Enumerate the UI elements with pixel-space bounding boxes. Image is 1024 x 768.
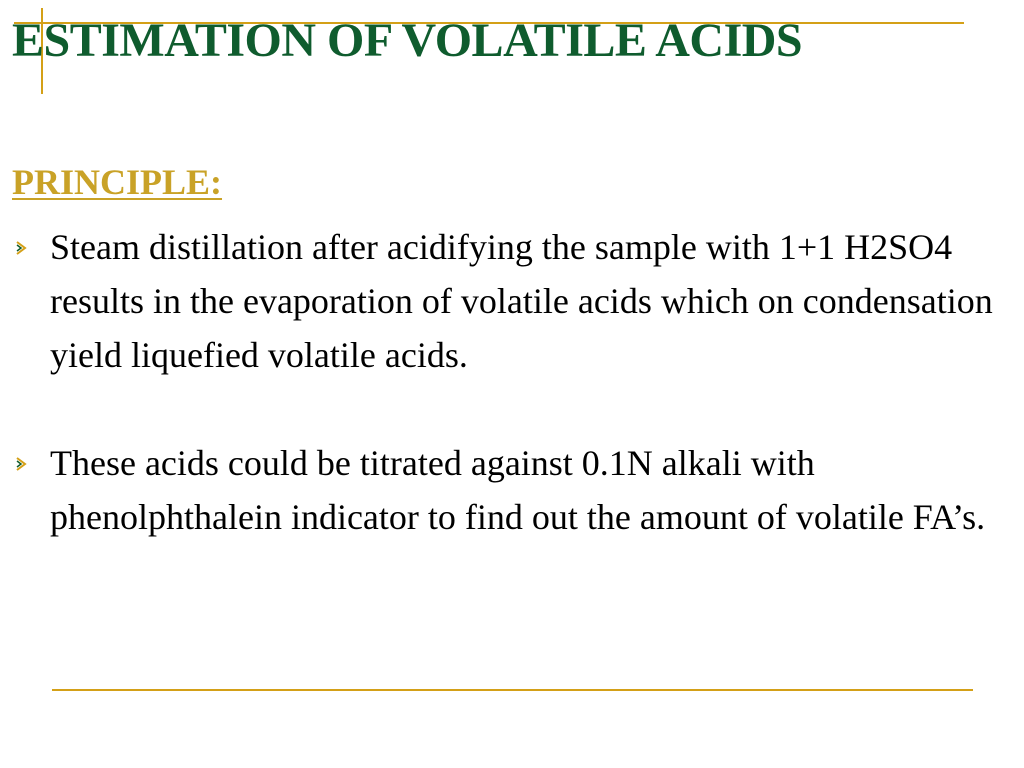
- section-heading: PRINCIPLE:: [12, 162, 223, 202]
- slide-title: ESTIMATION OF VOLATILE ACIDS: [12, 14, 803, 67]
- bullet-list: [12, 220, 1002, 544]
- decorative-bottom-rule: [52, 689, 973, 691]
- bullet-text: Steam distillation after acidifying the sample with 1+1 H2SO4 results in the evaporation of volatile acids which on condensation yield liquefied volatile acids.: [50, 227, 993, 375]
- bullet-item: [12, 220, 1002, 382]
- chevron-right-icon: [12, 436, 36, 490]
- bullet-text: These acids could be titrated against 0.1N alkali with phenolphthalein indicator to find out the amount of volatile FA’s.: [50, 443, 986, 537]
- bullet-item: [12, 436, 1002, 544]
- chevron-right-icon: [12, 220, 36, 274]
